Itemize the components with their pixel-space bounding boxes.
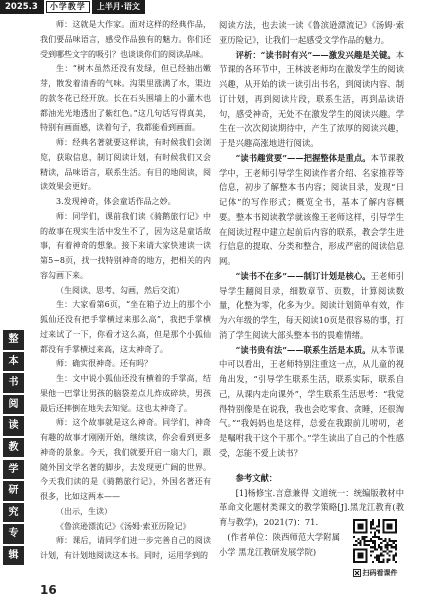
paragraph: 师：经典名著就要这样读，有时候我们会浏览，获取信息，制订阅读计划，有时候我们又会精读，品味语言，联系生活。有目的地阅读，阅读效果会更好。 — [40, 138, 211, 192]
references-title: 参考文献： — [235, 472, 278, 483]
paragraph: 师：确实很神奇。还有吗？ — [56, 359, 152, 369]
review-paragraph — [219, 48, 404, 151]
paragraph: 师：这个故事就是这么神奇。同学们，神奇有趣的故事才刚刚开始，继续读，你会看到更多神奇的景象。今天，我们就要开启一扇大门，跟随外国文学名著的脚步，去发现更广阔的世界。今天我们读的是《骑鹅旅行记》，外国名著还有很多，比如这两本—— — [40, 418, 211, 501]
review-paragraph — [219, 269, 404, 343]
review-lead: “读书不在多”——制订计划是核心。 — [235, 270, 371, 281]
paragraph: 师：这就是大作家。面对这样的经典作品，我们要品味语言，感受作品独有的魅力。你们还受到哪些文字的吸引？也谈谈你们的阅读品味。 — [40, 20, 211, 59]
left-column — [40, 18, 211, 579]
side-tab: 整 — [3, 330, 24, 350]
review-lead: 评析：“读书时有兴”——激发兴趣是关键。 — [235, 49, 396, 60]
section-heading: 3.发现神奇，体会童话作品之妙。 — [56, 197, 176, 206]
running-header — [0, 0, 145, 14]
references-block — [219, 471, 404, 579]
review-body: 本节课教学中，王老师引导学生阅读作者介绍、名家推荐等信息，初步了解整本书内容；阅读目录，发现“日记体”的写作形式；概览全书，基本了解内容概要。整本书阅读教学就该像王老师这样，引导学生在阅读过程中建立起前后内容的联系，教会学生进行信息的提取、分类和整合，形成严密的阅读信息网。 — [219, 152, 404, 266]
author-unit: (作者单位：陕西师范大学附属小学 黑龙江教研发展学院) — [219, 531, 340, 557]
edition-label: 上半月·语文 — [92, 0, 145, 14]
review-paragraph — [219, 151, 404, 269]
x-logo-icon — [353, 569, 361, 577]
side-tab: 专 — [3, 524, 24, 544]
qr-label: 扫码看课件 — [362, 569, 398, 577]
right-main-text — [219, 18, 404, 460]
paragraph: 生：文中说小狐仙还没有横着的手掌高，结果他一巴掌让男孩的脑袋差点儿炸成碎块，男孩最后还摔倒在地失去知觉。这也太神奇了。 — [40, 374, 211, 413]
review-body: 王老师引导学生翻阅目录，细数章节、页数，计算阅读数量，化整为零，化多为少。阅读计划简单有效，作为六年级的学生，每天阅读10页是很容易的事，打消了学生阅读大部头整本书的畏难情绪。 — [219, 270, 404, 340]
review-body: 从本节课中可以看出，王老师特别注重这一点，从儿童的视角出发，“引导学生联系生活，联系实际，联系自己，从课内走向课外”，学生联系生活思考：“我觉得特别像是在说我，我也会吃零食、贪睡，还很淘气。”“我妈妈也是这样，总爱在我跟前儿唠叨，老是嘱咐我干这个干那个。”学生读出了自己的个性感受，怎能不爱上读书？ — [219, 344, 404, 458]
paragraph: 师：课后，请同学们进一步完善自己的阅读计划，有计划地阅读这本书。同时，运用学到的 — [40, 536, 211, 560]
paragraph: 生：“树木虽然还没有发绿，但已经抽出嫩芽，散发着清香的气味。沟渠里涨满了水，渠边的款冬花已经开放。长在石头围墙上的小灌木也都油光光地透出了紫红色。”这几句话写得真美，特别有画面感，读着句子，我都能看到画面。 — [40, 64, 211, 133]
side-tab: 教 — [3, 438, 24, 458]
qr-caption — [346, 567, 404, 579]
side-tab: 本 — [3, 352, 24, 372]
side-tab: 究 — [3, 503, 24, 523]
review-lead: “读书趣赏要”——把握整体是重点。 — [235, 152, 371, 163]
side-tab: 阅 — [3, 395, 24, 415]
review-paragraph — [219, 343, 404, 461]
stage-direction: （生阅读、思考、勾画，然后交流） — [56, 285, 184, 295]
book-titles: 《鲁滨逊漂流记》《汤姆·索亚历险记》 — [56, 521, 191, 531]
journal-logo: 小学教学 — [46, 1, 90, 13]
page-number: 16 — [40, 583, 57, 597]
review-lead: “读书贵有法”——联系生活是本质。 — [235, 344, 371, 355]
side-tab: 学 — [3, 460, 24, 480]
review-body: 本节课的各环节中，王林波老师均在激发学生的阅读兴趣，从开始的读一读引出书名，到阅读内容、制订计划，再到阅读片段，联系生活，再到品读语句，感受神奇，无处不在激发学生的阅读兴趣。学生在一次次阅读期待中，产生了浓厚的阅读兴趣，于是兴趣高涨地进行阅读。 — [219, 49, 404, 148]
special-issue-tabs — [3, 330, 24, 568]
reference-item: [1]杨修宝.言意兼得 文道统一：统编版教材中革命文化题材类课文的教学策略[J].黑龙江教育(教育与教学)，2021(7)：71. — [219, 487, 404, 527]
qr-courseware — [346, 515, 404, 579]
side-tab: 研 — [3, 481, 24, 501]
paragraph: 生：大家看第6页，“坐在箱子边上的那个小狐仙还没有把手掌横过来那么高”，我把手掌横过来试了一下，你看才这么高，但是那个小狐仙都没有手掌横过来高，这太神奇了。 — [40, 300, 211, 354]
stage-direction: （出示，生读） — [56, 506, 112, 516]
paragraph-continuation: 阅读方法，也去读一读《鲁滨逊漂流记》《汤姆·索亚历险记》，让我们一起感受文学作品的魅力。 — [219, 20, 404, 45]
right-column — [219, 18, 404, 579]
qr-code — [349, 515, 401, 567]
issue-number: 2025.3 — [0, 0, 44, 14]
paragraph: 师：同学们，课前我们读《骑鹅旅行记》中的故事在现实生活中发生不了，因为这是童话故事，有着神奇的想象。接下来请大家快速读一读第5~8页，找一找特别神奇的地方，把相关的内容勾画下来。 — [40, 211, 211, 280]
side-tab: 读 — [3, 416, 24, 436]
side-tab: 书 — [3, 373, 24, 393]
side-tab: 辑 — [3, 546, 24, 566]
